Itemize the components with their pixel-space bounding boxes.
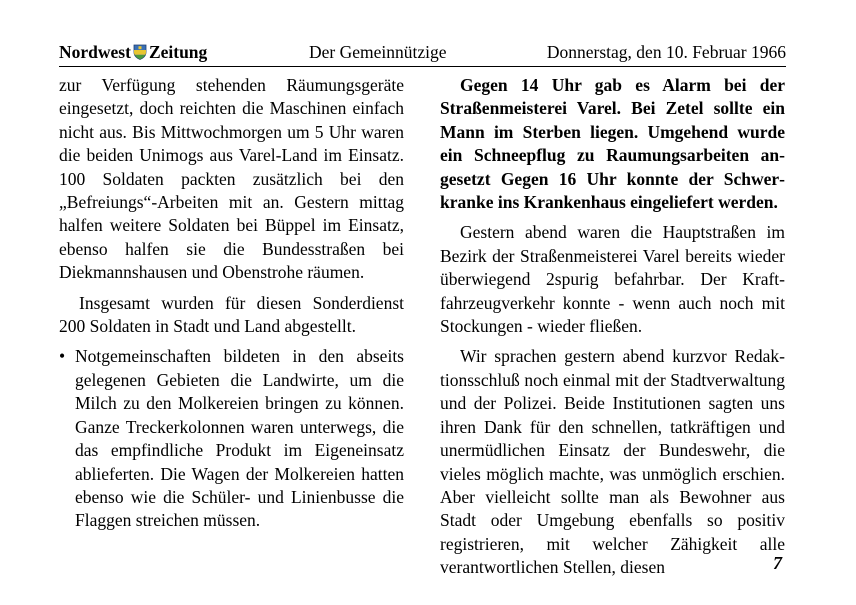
bullet-text: Notgemeinschaften bildeten in den abseits gelegenen Gebieten die Landwirte, um die Milch zu den Molkereien bringen zu können. Ganze Treckerkolonnen waren unterwegs, die das empfindliche Produkt im Eigeneinsatz ablieferten. Die Wagen der Molkereien hatten ebenso wie die Schüler- und Linienbusse die Flaggen streichen müssen.	[75, 346, 404, 531]
right-column	[440, 74, 785, 580]
section-title: Der Gemeinnützige	[309, 42, 447, 62]
left-paragraph-1: zur Verfügung stehenden Räumungsgeräte eingesetzt, doch reichten die Maschinen einfach nicht aus. Bis Mittwochmorgen um 5 Uhr waren die beiden Unimogs aus Varel-Land im Einsatz. 100 Soldaten packten zusätzlich bei den „Befreiungs“-Arbeiten mit an. Gestern mittag halfen weitere Soldaten bei Büppel im Einsatz, ebenso halfen sie die Bundesstraßen bei Diekmannshausen und Obenstrohe räumen.	[59, 75, 404, 283]
bullet-item	[59, 345, 404, 532]
coat-of-arms-icon	[133, 44, 147, 60]
left-column	[59, 74, 404, 533]
page-header	[59, 40, 786, 64]
header-rule	[59, 66, 786, 67]
masthead-name-first: Nordwest	[59, 42, 131, 62]
issue-date: Donnerstag, den 10. Februar 1966	[546, 42, 786, 62]
left-paragraph-2: Insgesamt wurden für diesen Sonderdienst 200 Soldaten in Stadt und Land abgestellt.	[59, 292, 404, 337]
bullet-icon: •	[59, 346, 66, 367]
right-paragraph-3: Wir sprachen gestern abend kurzvor Redaktionsschluß noch einmal mit der Stadtverwaltung und der Polizei. Beide Institutionen sagten uns ihren Dank für den schnellen, tatkräftigen und unermüdlichen Einsatz der Bundeswehr, die vieles möglich machte, was unmöglich erschien. Aber vielleicht sollte man als Bewohner aus Stadt oder Umgebung ebenfalls so positiv registrieren, mit welcher Zähigkeit alle verantwortlichen Stellen, diesen	[440, 346, 785, 578]
masthead-name-second: Zeitung	[148, 42, 208, 62]
masthead	[59, 40, 207, 64]
right-paragraph-lead: Gegen 14 Uhr gab es Alarm bei der Straßenmeisterei Varel. Bei Zetel sollte ein Mann im Sterben liegen. Umgehend wurde ein Schneepflug zu Raumungsarbeiten angesetzt Gegen 16 Uhr konnte der Schwerkranke ins Krankenhaus eingeliefert werden.	[440, 75, 785, 213]
right-paragraph-2: Gestern abend waren die Hauptstraßen im Bezirk der Straßenmeisterei Varel bereits wieder überwiegend 2spurig befahrbar. Der Kraftfahrzeugverkehr konnte - wenn auch noch mit Stockungen - wieder fließen.	[440, 222, 785, 337]
page-number: 7	[773, 553, 782, 573]
newspaper-page	[59, 40, 786, 585]
